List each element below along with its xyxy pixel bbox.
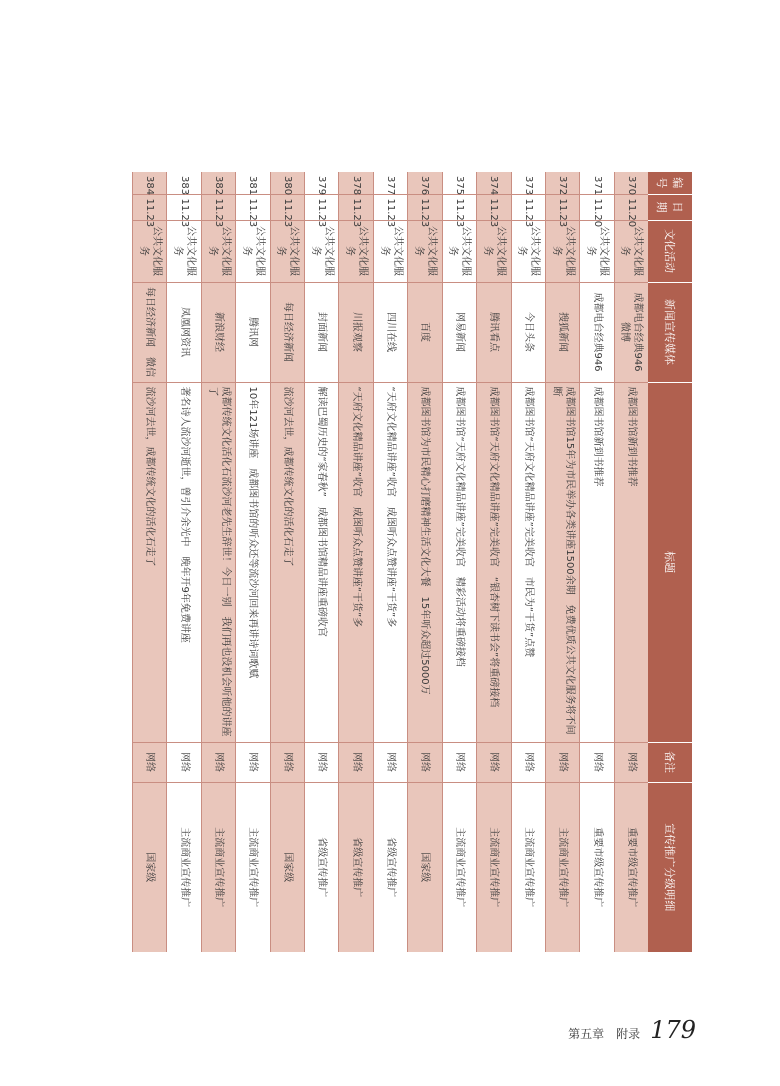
page-footer xyxy=(568,1016,696,1044)
cell-level: 国家级 xyxy=(408,782,442,952)
header-level: 宣传推广分级明细 xyxy=(648,782,692,952)
cell-date: 11.23 xyxy=(133,194,167,220)
cell-level: 主流商业宣传推广 xyxy=(477,782,511,952)
cell-activity: 公共文化服务 xyxy=(339,220,373,282)
cell-date: 11.23 xyxy=(270,194,304,220)
cell-media: 成都电台经典946 微博 xyxy=(614,282,648,382)
chapter-label: 第五章 附录 xyxy=(568,1027,641,1041)
cell-note: 网络 xyxy=(305,742,339,782)
cell-number: 371 xyxy=(580,172,614,194)
cell-date: 11.23 xyxy=(477,194,511,220)
cell-note: 网络 xyxy=(408,742,442,782)
cell-note: 网络 xyxy=(373,742,407,782)
table-row xyxy=(167,172,201,952)
cell-number: 374 xyxy=(477,172,511,194)
cell-title: 流沙河去世，成都传统文化的活化石走了 xyxy=(133,382,167,742)
table-row xyxy=(408,172,442,952)
cell-level: 主流商业宣传推广 xyxy=(236,782,270,952)
cell-level: 主流商业宣传推广 xyxy=(201,782,235,952)
cell-media: 今日头条 xyxy=(511,282,545,382)
cell-number: 373 xyxy=(511,172,545,194)
cell-title: 解读巴蜀历史的“家春秋” 成都图书馆精品讲座重磅收官 xyxy=(305,382,339,742)
cell-level: 省级宣传推广 xyxy=(339,782,373,952)
cell-number: 370 xyxy=(614,172,648,194)
cell-note: 网络 xyxy=(442,742,476,782)
cell-date: 11.23 xyxy=(545,194,579,220)
cell-activity: 公共文化服务 xyxy=(236,220,270,282)
cell-title: “天府文化精品讲座”收官 成图听众点赞讲座“干货”多 xyxy=(373,382,407,742)
cell-media: 网易新闻 xyxy=(442,282,476,382)
cell-date: 11.20 xyxy=(614,194,648,220)
cell-note: 网络 xyxy=(270,742,304,782)
header-number: 编号 xyxy=(648,172,692,194)
table-row xyxy=(373,172,407,952)
cell-level: 重要市级宣传推广 xyxy=(614,782,648,952)
header-note: 备注 xyxy=(648,742,692,782)
cell-media: 每日经济新闻 xyxy=(270,282,304,382)
cell-title: 成都图书馆“天府文化精品讲座”完美收官 “银杏树下读书会”将重磅接档 xyxy=(477,382,511,742)
cell-note: 网络 xyxy=(511,742,545,782)
cell-date: 11.23 xyxy=(373,194,407,220)
cell-number: 377 xyxy=(373,172,407,194)
cell-date: 11.20 xyxy=(580,194,614,220)
cell-note: 网络 xyxy=(614,742,648,782)
cell-date: 11.23 xyxy=(442,194,476,220)
cell-media: 川报观察 xyxy=(339,282,373,382)
cell-date: 11.23 xyxy=(339,194,373,220)
header-media: 新闻宣传媒体 xyxy=(648,282,692,382)
cell-media: 百度 xyxy=(408,282,442,382)
cell-title: “天府文化精品讲座”收官 成图听众点赞讲座“干货”多 xyxy=(339,382,373,742)
cell-activity: 公共文化服务 xyxy=(614,220,648,282)
cell-date: 11.23 xyxy=(201,194,235,220)
cell-title: 成都图书馆新到书推荐 xyxy=(580,382,614,742)
cell-number: 384 xyxy=(133,172,167,194)
media-coverage-table xyxy=(132,172,692,952)
cell-number: 376 xyxy=(408,172,442,194)
table-row xyxy=(270,172,304,952)
cell-activity: 公共文化服务 xyxy=(201,220,235,282)
table-header-row xyxy=(648,172,692,952)
header-activity: 文化活动 xyxy=(648,220,692,282)
table-row xyxy=(511,172,545,952)
cell-activity: 公共文化服务 xyxy=(408,220,442,282)
cell-number: 381 xyxy=(236,172,270,194)
cell-title: 成都传统文化活化石流沙河老先生辞世！今日一别 我们再也没机会听他的讲座了 xyxy=(201,382,235,742)
cell-note: 网络 xyxy=(236,742,270,782)
cell-level: 国家级 xyxy=(270,782,304,952)
cell-date: 11.23 xyxy=(305,194,339,220)
cell-media: 每日经济新闻 微信 xyxy=(133,282,167,382)
cell-note: 网络 xyxy=(339,742,373,782)
rotated-table-wrapper xyxy=(132,172,692,952)
cell-title: 成都图书馆“天府文化精品讲座”完美收官 精彩活动将重磅接档 xyxy=(442,382,476,742)
table-row xyxy=(477,172,511,952)
cell-media: 搜狐新闻 xyxy=(545,282,579,382)
cell-note: 网络 xyxy=(167,742,201,782)
cell-note: 网络 xyxy=(580,742,614,782)
cell-number: 379 xyxy=(305,172,339,194)
table-row xyxy=(305,172,339,952)
table-row xyxy=(545,172,579,952)
cell-level: 主流商业宣传推广 xyxy=(167,782,201,952)
cell-title: 成都图书馆新到书推荐 xyxy=(614,382,648,742)
cell-level: 省级宣传推广 xyxy=(373,782,407,952)
cell-media: 腾讯看点 xyxy=(477,282,511,382)
cell-activity: 公共文化服务 xyxy=(167,220,201,282)
cell-number: 382 xyxy=(201,172,235,194)
cell-level: 主流商业宣传推广 xyxy=(511,782,545,952)
header-date: 日期 xyxy=(648,194,692,220)
cell-level: 省级宣传推广 xyxy=(305,782,339,952)
table-row xyxy=(614,172,648,952)
cell-activity: 公共文化服务 xyxy=(442,220,476,282)
cell-title: 成都图书馆为市民精心打磨精神生活文化大餐 15年听众超过5000万 xyxy=(408,382,442,742)
cell-date: 11.23 xyxy=(408,194,442,220)
cell-number: 375 xyxy=(442,172,476,194)
table-row xyxy=(442,172,476,952)
page-number: 179 xyxy=(650,1016,696,1044)
cell-number: 372 xyxy=(545,172,579,194)
cell-activity: 公共文化服务 xyxy=(545,220,579,282)
cell-activity: 公共文化服务 xyxy=(373,220,407,282)
cell-number: 383 xyxy=(167,172,201,194)
table-row xyxy=(236,172,270,952)
cell-number: 378 xyxy=(339,172,373,194)
table-row xyxy=(580,172,614,952)
cell-note: 网络 xyxy=(545,742,579,782)
cell-title: 成都图书馆“天府文化精品讲座”完美收官 市民为“干货”点赞 xyxy=(511,382,545,742)
table-row xyxy=(339,172,373,952)
table-row xyxy=(201,172,235,952)
cell-date: 11.23 xyxy=(236,194,270,220)
cell-activity: 公共文化服务 xyxy=(133,220,167,282)
cell-level: 重要市级宣传推广 xyxy=(580,782,614,952)
cell-note: 网络 xyxy=(477,742,511,782)
cell-media: 新浪财经 xyxy=(201,282,235,382)
cell-media: 四川在线 xyxy=(373,282,407,382)
cell-activity: 公共文化服务 xyxy=(305,220,339,282)
header-title: 标题 xyxy=(648,382,692,742)
cell-media: 凤凰网资讯 xyxy=(167,282,201,382)
cell-activity: 公共文化服务 xyxy=(511,220,545,282)
cell-number: 380 xyxy=(270,172,304,194)
cell-title: 流沙河去世，成都传统文化的活化石走了 xyxy=(270,382,304,742)
cell-title: 成都图书馆15年为市民举办各类讲座1500余期 免费优质公共文化服务将不间断 xyxy=(545,382,579,742)
cell-media: 封面新闻 xyxy=(305,282,339,382)
cell-media: 腾讯网 xyxy=(236,282,270,382)
cell-title: 10年121场讲座 成都图书馆的听众还等流沙河回来再讲诗词歌赋 xyxy=(236,382,270,742)
cell-activity: 公共文化服务 xyxy=(580,220,614,282)
cell-level: 主流商业宣传推广 xyxy=(442,782,476,952)
cell-level: 国家级 xyxy=(133,782,167,952)
cell-media: 成都电台经典946 xyxy=(580,282,614,382)
cell-date: 11.23 xyxy=(167,194,201,220)
cell-title: 著名诗人流沙河逝世，曾引介余光中 晚年开9年免费讲座 xyxy=(167,382,201,742)
cell-activity: 公共文化服务 xyxy=(270,220,304,282)
cell-activity: 公共文化服务 xyxy=(477,220,511,282)
cell-note: 网络 xyxy=(133,742,167,782)
cell-level: 主流商业宣传推广 xyxy=(545,782,579,952)
cell-note: 网络 xyxy=(201,742,235,782)
cell-date: 11.23 xyxy=(511,194,545,220)
table-row xyxy=(133,172,167,952)
